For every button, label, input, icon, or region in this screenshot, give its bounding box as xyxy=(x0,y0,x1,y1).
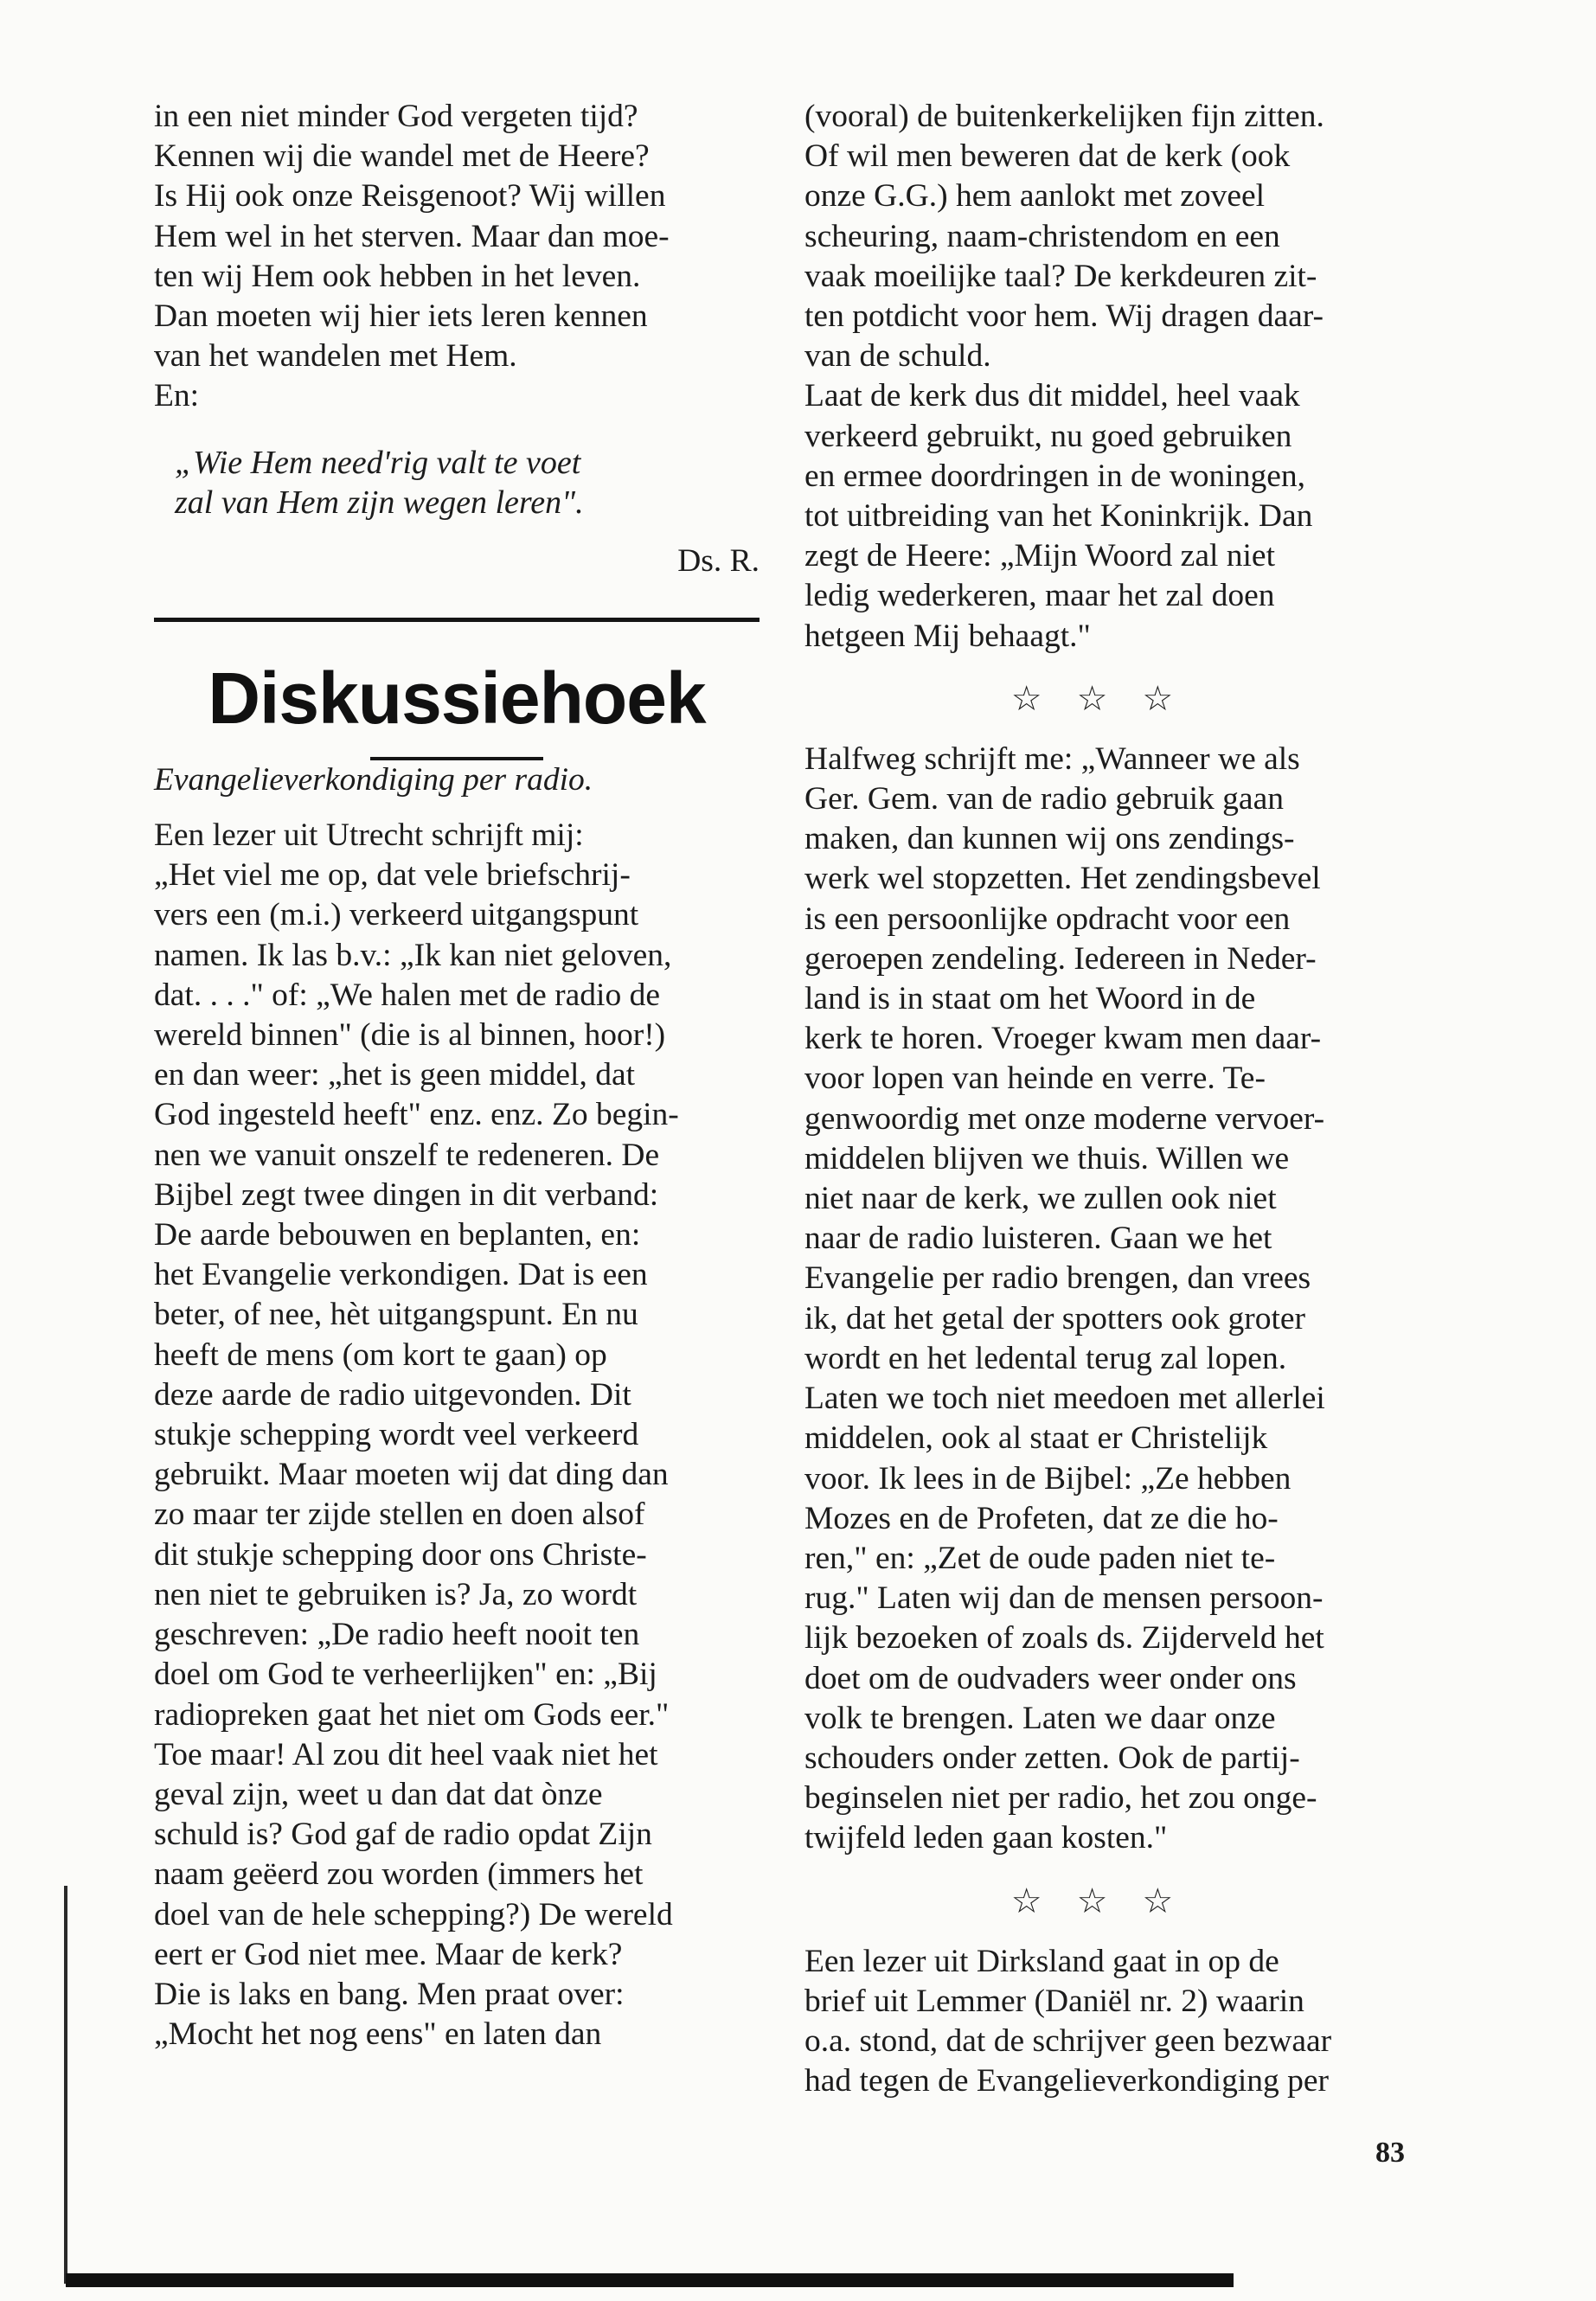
page-number: 83 xyxy=(1375,2137,1405,2169)
page-edge-bottom xyxy=(66,2273,1234,2287)
article-subtitle: Evangelieverkondiging per radio. xyxy=(154,761,593,798)
text-line: ren," en: „Zet de oude paden niet te- xyxy=(804,1540,1276,1576)
text-line: werk wel stopzetten. Het zendingsbevel xyxy=(804,861,1321,897)
text-line: voor lopen van heinde en verre. Te- xyxy=(804,1061,1266,1097)
text-line: kerk te horen. Vroeger kwam men daar- xyxy=(804,1021,1322,1057)
text-line: rug." Laten wij dan de mensen persoon- xyxy=(804,1580,1324,1617)
letter-lead: Een lezer uit Utrecht schrijft mij: xyxy=(154,817,584,854)
letter-body xyxy=(154,856,760,2054)
text-line: (vooral) de buitenkerkelijken fijn zitten. xyxy=(804,99,1324,134)
left-column xyxy=(154,97,760,2054)
text-line: en dan weer: „het is geen middel, dat xyxy=(154,1057,636,1093)
text-line: schuld is? God gaf de radio opdat Zijn xyxy=(154,1817,652,1853)
text-line: Halfweg schrijft me: „Wanneer we als xyxy=(804,740,1300,777)
text-line: middelen blijven we thuis. Willen we xyxy=(804,1140,1290,1176)
text-line: Laten we toch niet meedoen met allerlei xyxy=(804,1381,1325,1417)
text-line: wereld binnen" (die is al binnen, hoor!) xyxy=(154,1017,666,1054)
text-line: ten potdicht voor hem. Wij dragen daar- xyxy=(804,298,1324,335)
text-line: zegt de Heere: „Mijn Woord zal niet xyxy=(804,538,1275,574)
text-line: onze G.G.) hem aanlokt met zoveel xyxy=(804,178,1266,215)
text-line: doel van de hele schepping?) De wereld xyxy=(154,1896,673,1932)
right-column xyxy=(804,97,1414,2101)
text-line: beter, of nee, hèt uitgangspunt. En nu xyxy=(154,1297,638,1333)
text-line: deze aarde de radio uitgevonden. Dit xyxy=(154,1376,631,1413)
text-line: brief uit Lemmer (Daniël nr. 2) waarin xyxy=(804,1983,1304,2019)
star-separator: ☆☆☆ xyxy=(1010,678,1208,718)
text-line: nen niet te gebruiken is? Ja, zo wordt xyxy=(154,1576,638,1612)
text-line: scheuring, naam-christendom en een xyxy=(804,218,1280,254)
text-line: geroepen zendeling. Iedereen in Neder- xyxy=(804,940,1317,977)
text-line: in een niet minder God vergeten tijd? xyxy=(154,99,638,134)
text-line: Dan moeten wij hier iets leren kennen xyxy=(154,298,648,335)
text-line: Mozes en de Profeten, dat ze die ho- xyxy=(804,1500,1279,1536)
text-line: zo maar ter zijde stellen en doen alsof xyxy=(154,1497,645,1533)
text-line: geschreven: „De radio heeft nooit ten xyxy=(154,1617,640,1653)
text-line: beginselen niet per radio, het zou onge- xyxy=(804,1780,1317,1817)
text-line: namen. Ik las b.v.: „Ik kan niet geloven, xyxy=(154,937,672,973)
text-line: dit stukje schepping door ons Christe- xyxy=(154,1536,647,1573)
text-line: Die is laks en bang. Men praat over: xyxy=(154,1976,625,2012)
poem-line: zal van Hem zijn wegen leren". xyxy=(175,484,584,521)
text-line: Bijbel zegt twee dingen in dit verband: xyxy=(154,1176,659,1213)
text-line: twijfeld leden gaan kosten." xyxy=(804,1820,1168,1856)
text-line: radiopreken gaat het niet om Gods eer." xyxy=(154,1696,670,1733)
text-line: En: xyxy=(154,378,200,414)
text-line: Laat de kerk dus dit middel, heel vaak xyxy=(804,378,1300,414)
text-line: Is Hij ook onze Reisgenoot? Wij willen xyxy=(154,178,666,215)
text-line: is een persoonlijke opdracht voor een xyxy=(804,901,1291,937)
text-line: heeft de mens (om kort te gaan) op xyxy=(154,1336,607,1373)
text-line: naar de radio luisteren. Gaan we het xyxy=(804,1221,1272,1257)
text-line: maken, dan kunnen wij ons zendings- xyxy=(804,821,1295,857)
text-line: „Het viel me op, dat vele briefschrij- xyxy=(154,857,631,894)
text-line: hetgeen Mij behaagt." xyxy=(804,618,1091,654)
text-line: naam geëerd zou worden (immers het xyxy=(154,1856,644,1893)
text-line: van de schuld. xyxy=(804,338,991,375)
text-line: doet om de oudvaders weer onder ons xyxy=(804,1660,1297,1696)
paragraph xyxy=(804,740,1414,1859)
text-line: ik, dat het getal der spotters ook groter xyxy=(804,1300,1305,1336)
text-line: stukje schepping wordt veel verkeerd xyxy=(154,1417,639,1453)
section-divider xyxy=(154,618,760,622)
text-line: „Mocht het nog eens" en laten dan xyxy=(154,2016,602,2053)
text-line: Evangelie per radio brengen, dan vrees xyxy=(804,1260,1311,1297)
text-line: ten wij Hem ook hebben in het leven. xyxy=(154,258,641,294)
text-line: middelen, ook al staat er Christelijk xyxy=(804,1420,1268,1457)
page-edge-shadow xyxy=(64,1886,67,2284)
text-line: en ermee doordringen in de woningen, xyxy=(804,458,1305,494)
text-line: Een lezer uit Dirksland gaat in op de xyxy=(804,1943,1279,1979)
poem-line: „Wie Hem need'rig valt te voet xyxy=(175,444,581,481)
text-line: God ingesteld heeft" enz. enz. Zo begin- xyxy=(154,1097,679,1133)
text-line: dat. . . ." of: „We halen met de radio de xyxy=(154,977,660,1013)
text-line: De aarde bebouwen en beplanten, en: xyxy=(154,1217,641,1253)
text-line: schouders onder zetten. Ook de partij- xyxy=(804,1740,1300,1776)
text-line: Hem wel in het sterven. Maar dan moe- xyxy=(154,218,670,254)
text-line: had tegen de Evangelieverkondiging per xyxy=(804,2063,1330,2099)
text-line: voor. Ik lees in de Bijbel: „Ze hebben xyxy=(804,1460,1292,1497)
text-line: Toe maar! Al zou dit heel vaak niet het xyxy=(154,1736,658,1772)
text-line: wordt en het ledental terug zal lopen. xyxy=(804,1340,1287,1376)
text-line: niet naar de kerk, we zullen ook niet xyxy=(804,1181,1277,1217)
text-line: volk te brengen. Laten we daar onze xyxy=(804,1700,1276,1736)
text-line: het Evangelie verkondigen. Dat is een xyxy=(154,1257,648,1293)
text-line: nen we vanuit onszelf te redeneren. De xyxy=(154,1137,660,1173)
text-line: ledig wederkeren, maar het zal doen xyxy=(804,578,1275,614)
poem-quote xyxy=(175,443,760,522)
intro-paragraph xyxy=(154,97,760,417)
paragraph xyxy=(804,376,1414,656)
text-line: genwoordig met onze moderne vervoer- xyxy=(804,1100,1325,1137)
text-line: Of wil men beweren dat de kerk (ook xyxy=(804,138,1291,175)
author-signature: Ds. R. xyxy=(677,542,760,579)
section-title: Diskussiehoek xyxy=(208,657,706,739)
text-line: tot uitbreiding van het Koninkrijk. Dan xyxy=(804,498,1313,535)
text-line: vaak moeilijke taal? De kerkdeuren zit- xyxy=(804,258,1317,294)
text-line: land is in staat om het Woord in de xyxy=(804,981,1256,1017)
paragraph xyxy=(804,97,1414,376)
text-line: doel om God te verheerlijken" en: „Bij xyxy=(154,1657,657,1693)
text-line: vers een (m.i.) verkeerd uitgangspunt xyxy=(154,897,639,933)
text-line: verkeerd gebruikt, nu goed gebruiken xyxy=(804,418,1292,454)
text-line: o.a. stond, dat de schrijver geen bezwaar xyxy=(804,2022,1332,2059)
text-line: van het wandelen met Hem. xyxy=(154,338,517,375)
star-separator: ☆☆☆ xyxy=(1010,1881,1208,1920)
text-line: Kennen wij die wandel met de Heere? xyxy=(154,138,650,175)
text-line: gebruikt. Maar moeten wij dat ding dan xyxy=(154,1457,669,1493)
text-line: Ger. Gem. van de radio gebruik gaan xyxy=(804,781,1284,817)
text-line: eert er God niet mee. Maar de kerk? xyxy=(154,1936,623,1972)
text-line: lijk bezoeken of zoals ds. Zijderveld het xyxy=(804,1620,1324,1657)
paragraph xyxy=(804,1942,1414,2102)
text-line: geval zijn, weet u dan dat dat ònze xyxy=(154,1776,603,1812)
